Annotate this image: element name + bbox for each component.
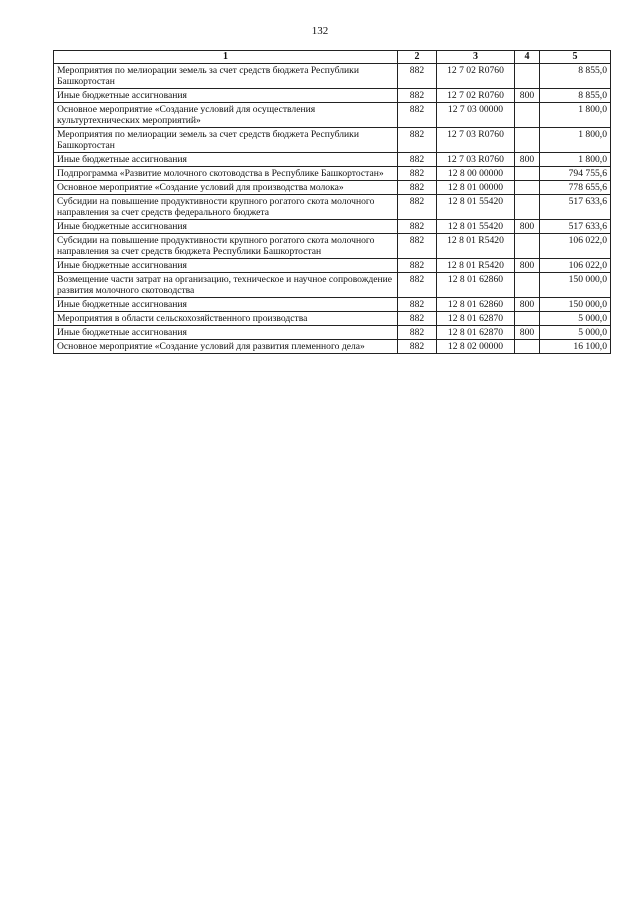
- row-grbs-cell: 882: [398, 340, 437, 354]
- row-amount-cell: 517 633,6: [540, 219, 611, 233]
- row-name-cell: Иные бюджетные ассигнования: [54, 298, 398, 312]
- row-name-cell: Мероприятия по мелиорации земель за счет средств бюджета Республики Башкортостан: [54, 127, 398, 152]
- row-name-cell: Субсидии на повышение продуктивности крупного рогатого скота молочного направления за счет средств бюджета Республики Башкортостан: [54, 233, 398, 258]
- row-name-cell: Мероприятия в области сельскохозяйственного производства: [54, 312, 398, 326]
- table-row: [54, 326, 611, 340]
- row-name-cell: Возмещение части затрат на организацию, техническое и научное сопровождение развития молочного скотоводства: [54, 273, 398, 298]
- row-amount-cell: 778 655,6: [540, 180, 611, 194]
- row-code-cell: 12 8 01 55420: [437, 219, 515, 233]
- row-amount-cell: 5 000,0: [540, 312, 611, 326]
- row-amount-cell: 16 100,0: [540, 340, 611, 354]
- page-number: 132: [311, 25, 329, 37]
- row-grbs-cell: 882: [398, 219, 437, 233]
- row-code-cell: 12 8 01 00000: [437, 180, 515, 194]
- row-expense-type-cell: [515, 194, 540, 219]
- row-expense-type-cell: [515, 127, 540, 152]
- row-code-cell: 12 8 01 62870: [437, 326, 515, 340]
- row-expense-type-cell: 800: [515, 298, 540, 312]
- row-name-cell: Основное мероприятие «Создание условий для развития племенного дела»: [54, 340, 398, 354]
- row-name-cell: Иные бюджетные ассигнования: [54, 88, 398, 102]
- table-body: [54, 63, 611, 354]
- table-row: [54, 233, 611, 258]
- row-code-cell: 12 7 03 R0760: [437, 127, 515, 152]
- row-code-cell: 12 8 01 62860: [437, 273, 515, 298]
- header-col-3: 3: [437, 51, 515, 64]
- row-expense-type-cell: [515, 273, 540, 298]
- header-col-1: 1: [54, 51, 398, 64]
- row-amount-cell: 1 800,0: [540, 102, 611, 127]
- table-row: [54, 88, 611, 102]
- row-code-cell: 12 8 01 R5420: [437, 233, 515, 258]
- row-amount-cell: 106 022,0: [540, 258, 611, 272]
- row-amount-cell: 1 800,0: [540, 127, 611, 152]
- row-amount-cell: 150 000,0: [540, 298, 611, 312]
- row-amount-cell: 150 000,0: [540, 273, 611, 298]
- row-name-cell: Субсидии на повышение продуктивности крупного рогатого скота молочного направления за счет средств федерального бюджета: [54, 194, 398, 219]
- row-code-cell: 12 8 01 62860: [437, 298, 515, 312]
- table-row: [54, 258, 611, 272]
- row-code-cell: 12 8 01 62870: [437, 312, 515, 326]
- row-name-cell: Иные бюджетные ассигнования: [54, 326, 398, 340]
- row-code-cell: 12 8 01 R5420: [437, 258, 515, 272]
- table-row: [54, 102, 611, 127]
- row-expense-type-cell: 800: [515, 219, 540, 233]
- row-name-cell: Иные бюджетные ассигнования: [54, 152, 398, 166]
- row-expense-type-cell: [515, 102, 540, 127]
- row-name-cell: Основное мероприятие «Создание условий для производства молока»: [54, 180, 398, 194]
- row-code-cell: 12 8 01 55420: [437, 194, 515, 219]
- row-code-cell: 12 8 02 00000: [437, 340, 515, 354]
- header-col-5: 5: [540, 51, 611, 64]
- row-grbs-cell: 882: [398, 63, 437, 88]
- row-grbs-cell: 882: [398, 194, 437, 219]
- row-amount-cell: 5 000,0: [540, 326, 611, 340]
- row-amount-cell: 106 022,0: [540, 233, 611, 258]
- table-row: [54, 194, 611, 219]
- row-expense-type-cell: 800: [515, 88, 540, 102]
- row-grbs-cell: 882: [398, 152, 437, 166]
- row-amount-cell: 1 800,0: [540, 152, 611, 166]
- row-grbs-cell: 882: [398, 273, 437, 298]
- row-expense-type-cell: [515, 166, 540, 180]
- table-row: [54, 298, 611, 312]
- row-code-cell: 12 7 03 00000: [437, 102, 515, 127]
- table-row: [54, 63, 611, 88]
- row-grbs-cell: 882: [398, 127, 437, 152]
- table-row: [54, 127, 611, 152]
- row-code-cell: 12 7 03 R0760: [437, 152, 515, 166]
- row-amount-cell: 8 855,0: [540, 88, 611, 102]
- row-grbs-cell: 882: [398, 102, 437, 127]
- row-expense-type-cell: 800: [515, 326, 540, 340]
- header-col-4: 4: [515, 51, 540, 64]
- row-name-cell: Иные бюджетные ассигнования: [54, 219, 398, 233]
- row-name-cell: Иные бюджетные ассигнования: [54, 258, 398, 272]
- row-code-cell: 12 7 02 R0760: [437, 88, 515, 102]
- table-row: [54, 152, 611, 166]
- table-row: [54, 340, 611, 354]
- row-grbs-cell: 882: [398, 326, 437, 340]
- row-expense-type-cell: 800: [515, 258, 540, 272]
- row-grbs-cell: 882: [398, 233, 437, 258]
- table-row: [54, 180, 611, 194]
- row-name-cell: Мероприятия по мелиорации земель за счет средств бюджета Республики Башкортостан: [54, 63, 398, 88]
- row-amount-cell: 794 755,6: [540, 166, 611, 180]
- table-row: [54, 166, 611, 180]
- row-grbs-cell: 882: [398, 258, 437, 272]
- row-amount-cell: 8 855,0: [540, 63, 611, 88]
- table-row: [54, 273, 611, 298]
- table-row: [54, 312, 611, 326]
- row-expense-type-cell: 800: [515, 152, 540, 166]
- table-row: [54, 219, 611, 233]
- row-grbs-cell: 882: [398, 88, 437, 102]
- row-grbs-cell: 882: [398, 312, 437, 326]
- table-header-row: [54, 51, 611, 64]
- row-code-cell: 12 8 00 00000: [437, 166, 515, 180]
- header-col-2: 2: [398, 51, 437, 64]
- row-expense-type-cell: [515, 63, 540, 88]
- row-grbs-cell: 882: [398, 298, 437, 312]
- budget-table: [53, 50, 611, 354]
- row-expense-type-cell: [515, 233, 540, 258]
- row-expense-type-cell: [515, 180, 540, 194]
- row-expense-type-cell: [515, 312, 540, 326]
- row-code-cell: 12 7 02 R0760: [437, 63, 515, 88]
- row-name-cell: Основное мероприятие «Создание условий для осуществления культуртехнических мероприятий»: [54, 102, 398, 127]
- row-name-cell: Подпрограмма «Развитие молочного скотоводства в Республике Башкортостан»: [54, 166, 398, 180]
- row-grbs-cell: 882: [398, 180, 437, 194]
- row-amount-cell: 517 633,6: [540, 194, 611, 219]
- row-grbs-cell: 882: [398, 166, 437, 180]
- row-expense-type-cell: [515, 340, 540, 354]
